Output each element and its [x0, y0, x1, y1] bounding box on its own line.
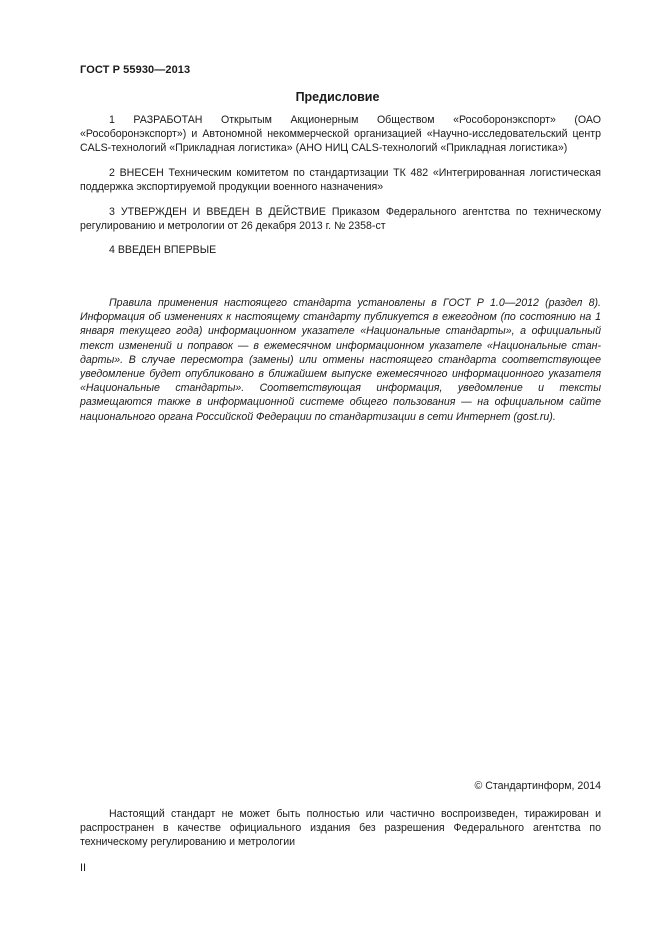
application-rules-notice: Правила применения настоящего стандарта установлены в ГОСТ Р 1.0—2012 (раздел 8). Информация об изменениях к настоящему стандарту публикуется в ежегодном (по состоянию на 1 января текущего года) информационном указателе «Национальные стандарты», а официальный текст изменений и поправок — в ежемесячном информационном указателе «Национальные стан-дарты». В случае пересмотра (замены) или отмены настоящего стандарта соответствующее уведомление будет опубликовано в ближайшем выпуске ежемесячного информационного указателя «Национальные стандарты». Соответствующая информация, уведомление и тексты размещаются также в информационной системе общего пользования — на официальном сайте национального органа Российской Федерации по стандартизации в сети Интернет (gost.ru). — [80, 297, 601, 423]
page-number: II — [80, 862, 87, 874]
copyright-notice: © Стандартинформ, 2014 — [474, 780, 601, 792]
reproduction-notice: Настоящий стандарт не может быть полностью или частично воспроизведен, тиражирован и распространен в качестве официального издания без разрешения Федерального агентства по техническому регулированию и метрологии — [80, 808, 601, 849]
paragraph-developed-by: 1 РАЗРАБОТАН Открытым Акционерным Обществом «Рособоронэкспорт» (ОАО «Рособоронэкспорт») и Автономной некоммерческой организацией «Научно-исследовательский центр CALS-технологий «Прикладная логистика» (АНО НИЦ CALS-технологий «Прикладная логистика») — [80, 114, 601, 155]
page-title: Предисловие — [295, 90, 380, 104]
paragraph-submitted-by: 2 ВНЕСЕН Техническим комитетом по стандартизации ТК 482 «Интегрированная логистическая поддержка экспортируемой продукции военного назначения» — [80, 167, 601, 194]
paragraph-first-introduced: 4 ВВЕДЕН ВПЕРВЫЕ — [109, 244, 217, 256]
document-id: ГОСТ Р 55930—2013 — [80, 64, 191, 76]
paragraph-approved: 3 УТВЕРЖДЕН И ВВЕДЕН В ДЕЙСТВИЕ Приказом Федерального агентства по техническому регулированию и метрологии от 26 декабря 2013 г. № 2358-ст — [80, 206, 601, 233]
